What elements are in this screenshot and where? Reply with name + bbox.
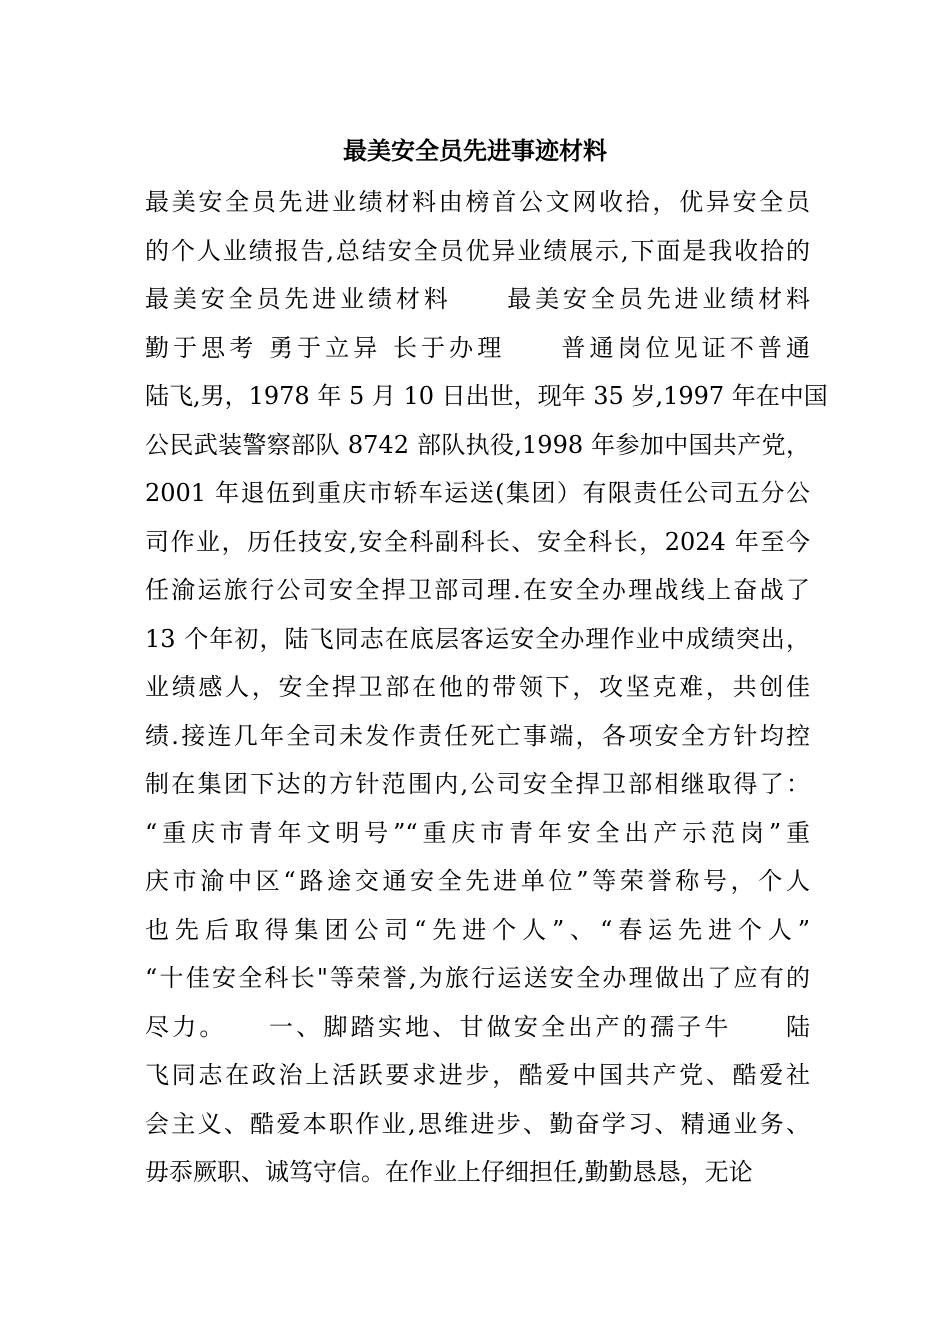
body-line: 绩.接连几年全司未发作责任死亡事端，各项安全方针均控 [145, 721, 810, 750]
body-line: 会主义、酷爱本职作业,思维进步、勤奋学习、精通业务、 [145, 1109, 810, 1138]
body-line: 尽力。 一、脚踏实地、甘做安全出产的孺子牛 陆 [145, 1012, 810, 1041]
body-line: 公民武装警察部队 8742 部队执役,1998 年参加中国共产党， [145, 430, 810, 459]
body-line: 司作业，历任技安,安全科副科长、安全科长，2024 年至今 [145, 527, 810, 556]
body-line: “重庆市青年文明号”“重庆市青年安全出产示范岗”重 [145, 818, 810, 847]
body-line: 勤于思考 勇于立异 长于办理 普通岗位见证不普通 [145, 333, 810, 362]
body-line: 最美安全员先进业绩材料 最美安全员先进业绩材料 [145, 285, 810, 313]
body-line: 2001 年退伍到重庆市轿车运送(集团）有限责任公司五分公 [145, 479, 810, 507]
body-line: 任渝运旅行公司安全捍卫部司理.在安全办理战线上奋战了 [145, 576, 810, 604]
body-line: 最美安全员先进业绩材料由榜首公文网收拾，优异安全员 [145, 188, 810, 216]
body-line: 制在集团下达的方针范围内,公司安全捍卫部相继取得了： [145, 770, 810, 798]
body-line: 13 个年初，陆飞同志在底层客运安全办理作业中成绩突出， [145, 624, 810, 653]
body-line: 业绩感人，安全捍卫部在他的带领下，攻坚克难，共创佳 [145, 673, 810, 701]
body-line: 飞同志在政治上活跃要求进步，酷爱中国共产党、酷爱社 [145, 1061, 810, 1089]
body-line: 的个人业绩报告,总结安全员优异业绩展示,下面是我收拾的 [145, 236, 810, 265]
document-body [145, 178, 828, 1197]
body-line: 陆飞,男，1978 年 5 月 10 日出世，现年 35 岁,1997 年在中国 [145, 382, 828, 410]
document-title: 最美安全员先进事迹材料 [343, 137, 607, 165]
body-line: 也先后取得集团公司“先进个人”、“春运先进个人” [145, 915, 810, 944]
body-line: “十佳安全科长"等荣誉,为旅行运送安全办理做出了应有的 [145, 964, 810, 992]
body-line: 庆市渝中区“路途交通安全先进单位”等荣誉称号，个人 [145, 867, 810, 895]
body-line: 毋忝厥职、诚笃守信。在作业上仔细担任,勤勤恳恳，无论 [145, 1158, 753, 1186]
